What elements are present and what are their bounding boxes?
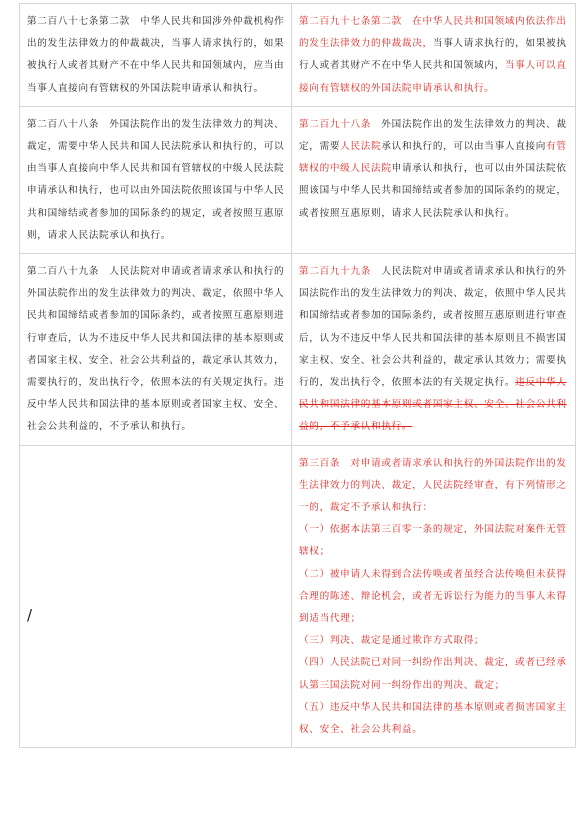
old-article-text: 第二百八十九条 人民法院对申请或者请求承认和执行的外国法院作出的发生法律效力的判决、裁定，依照中华人民共和国缔结或者参加的国际条约，或者按照互惠原则进行审查后，认为不违反中华人民共和国法律的基本原则或者国家主权、安全、社会公共利益的，裁定承认其效力，需要执行的，发出执行令，依照本法的有关规定执行。违反中华人民共和国法律的基本原则或者国家主权、安全、社会公共利益的，不予承认和执行。: [27, 266, 285, 433]
list-item: （三）判决、裁定是通过欺诈方式取得；: [299, 635, 485, 647]
article-text: 外国法院作出的发生法律效力的判决、裁定，需要: [299, 118, 567, 153]
empty-marker: /: [27, 605, 33, 624]
old-article-none: [20, 445, 292, 748]
article-number-changed: 第二百九十八条: [299, 118, 372, 130]
changed-text: 有管辖权的中级人民法院: [299, 141, 567, 175]
comparison-table: [19, 3, 576, 748]
old-article-text: 第二百八十八条 外国法院作出的发生法律效力的判决、裁定，需要中华人民共和国人民法院承认和执行的，可以由当事人直接向中华人民共和国有管辖权的中级人民法院申请承认和执行，也可以由外国法院依照该国与中华人民共和国缔结或者参加的国际条约的规定，或者按照互惠原则，请求人民法院承认和执行。: [27, 118, 285, 241]
new-article-intro: 第三百条 对申请或者请求承认和执行的外国法院作出的发生法律效力的判决、裁定，人民法院经审查，有下列情形之一的，裁定不予承认和执行：: [299, 457, 567, 514]
old-article-287: [20, 4, 292, 107]
article-text: 人民法院对申请或者请求承认和执行的外国法院作出的发生法律效力的判决、裁定，依照中华人民共和国缔结或者参加的国际条约，或者按照互惠原则进行审查后，认为不违反中华人民共和国法律的基本原则且不损害国家主权、安全、社会公共利益的，裁定承认其效力；需要执行的，发出执行令，依照本法的有关规定执行。: [299, 266, 567, 389]
article-text: 承认和执行的，可以由当事人直接向: [381, 141, 547, 153]
changed-text: 在中华人民共和国领域内依法作出的发生法律效力的仲裁裁决，: [299, 16, 567, 50]
table-row: [20, 4, 576, 107]
list-item: （一）依据本法第三百零一条的规定，外国法院对案件无管辖权；: [299, 524, 567, 558]
list-item: （五）违反中华人民共和国法律的基本原则或者损害国家主权、安全、社会公共利益。: [299, 701, 567, 736]
table-row: [20, 106, 576, 253]
new-article-297: [292, 4, 576, 107]
changed-text: 人民法院: [340, 141, 382, 153]
table-row: [20, 445, 576, 748]
article-text: [402, 16, 412, 27]
article-text: 申请承认和执行，也可以由外国法院依照该国与中华人民共和国缔结或者参加的国际条约的规定，或者按照互惠原则，请求人民法院承认和执行。: [299, 163, 567, 219]
article-number-changed: 第二百九十七条第二款: [299, 16, 402, 27]
table-row: [20, 254, 576, 446]
article-number-changed: 第二百九十九条: [299, 266, 372, 278]
old-article-288: [20, 106, 292, 253]
deleted-text: 违反中华人民共和国法律的基本原则或者国家主权、安全、社会公共利益的，不予承认和执行。: [299, 377, 567, 433]
changed-text: 当事人可以直接向有管辖权的外国法院申请承认和执行。: [299, 60, 567, 94]
new-article-300: [292, 445, 576, 748]
new-article-298: [292, 106, 576, 253]
list-item: （二）被申请人未得到合法传唤或者虽经合法传唤但未获得合理的陈述、辩论机会，或者无诉讼行为能力的当事人未得到适当代理；: [299, 568, 567, 625]
old-article-text: 第二百八十七条第二款 中华人民共和国涉外仲裁机构作出的发生法律效力的仲裁裁决，当事人请求执行的，如果被执行人或者其财产不在中华人民共和国领域内，应当由当事人直接向有管辖权的外国法院申请承认和执行。: [27, 16, 285, 94]
new-article-299: [292, 254, 576, 446]
list-item: （四）人民法院已对同一纠纷作出判决、裁定，或者已经承认第三国法院对同一纠纷作出的判决、裁定；: [299, 657, 567, 691]
old-article-289: [20, 254, 292, 446]
article-text: 当事人请求执行的，如果被执行人或者其财产不在中华人民共和国领域内，: [299, 38, 567, 72]
